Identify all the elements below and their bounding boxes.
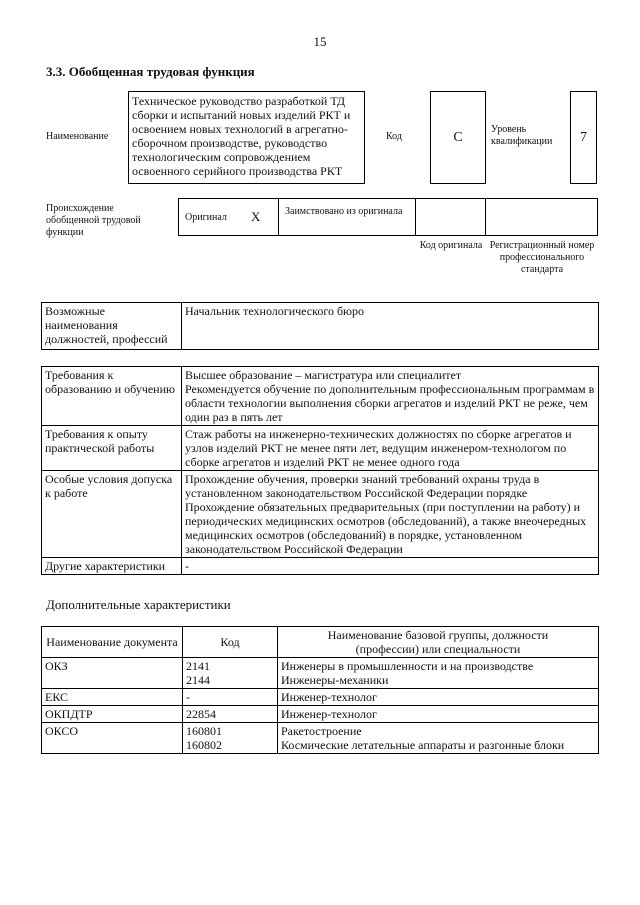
origin-divider: [415, 198, 416, 236]
requirement-label: Требования к образованию и обучению: [42, 367, 182, 426]
name-line: Космические летательные аппараты и разгонные блоки: [281, 738, 565, 752]
origin-divider: [485, 198, 486, 236]
requirement-line: Прохождение обучения, проверки знаний требований охраны труда в установленном законодательством Российской Федерации порядке: [185, 472, 540, 500]
code-line: 2141: [186, 659, 210, 673]
original-mark: X: [251, 209, 261, 224]
requirement-row: [42, 426, 599, 471]
requirement-value: [182, 426, 599, 471]
positions-table: [41, 302, 599, 350]
origin-divider: [278, 198, 279, 236]
requirement-label: Требования к опыту практической работы: [42, 426, 182, 471]
function-name-value: Техническое руководство разработкой ТД сборки и испытаний новых изделий РКТ и освоением новых технологий в агрегатно-сборочном производстве, руководство технологическим сопровождением освоенного серийного производства РКТ: [132, 94, 351, 178]
name-cell: Инженер-технолог: [278, 706, 599, 723]
level-label: Уровень квалификации: [491, 124, 553, 147]
name-cell: [278, 658, 599, 689]
requirement-line: Высшее образование – магистратура или специалитет: [185, 368, 462, 382]
requirement-value: [182, 367, 599, 426]
col-name-header: Наименование базовой группы, должности (профессии) или специальности: [278, 627, 599, 658]
name-cell: Инженер-технолог: [278, 689, 599, 706]
additional-table: [41, 626, 599, 754]
name-cell: [278, 723, 599, 754]
requirement-line: -: [185, 559, 189, 573]
requirement-row: [42, 558, 599, 575]
table-row: [42, 658, 599, 689]
doc-cell: ОКСО: [42, 723, 183, 754]
col-code-header: Код: [183, 627, 278, 658]
level-value: 7: [580, 130, 587, 145]
code-cell: [183, 723, 278, 754]
page-number: 15: [313, 34, 327, 49]
table-row: [42, 706, 599, 723]
level-box: [570, 91, 597, 184]
doc-cell: ЕКС: [42, 689, 183, 706]
code-original-caption: Код оригинала: [419, 240, 483, 251]
name-label: Наименование: [46, 131, 109, 142]
table-row: [42, 723, 599, 754]
requirements-table: [41, 366, 599, 575]
doc-cell: ОКПДТР: [42, 706, 183, 723]
section-title: 3.3. Обобщенная трудовая функция: [46, 64, 255, 79]
col-doc-header: Наименование документа: [42, 627, 183, 658]
requirement-label: Другие характеристики: [42, 558, 182, 575]
additional-heading: Дополнительные характеристики: [46, 597, 231, 612]
positions-value: Начальник технологического бюро: [182, 303, 599, 350]
borrowed-label: Заимствовано из оригинала: [285, 206, 403, 217]
requirement-line: Рекомендуется обучение по дополнительным профессиональным программам в области технологии выполнения сборки агрегатов и изделий РКТ не реже, чем один раз в пять лет: [185, 382, 595, 424]
origin-label: Происхождение обобщенной трудовой функции: [46, 203, 141, 238]
requirement-label: Особые условия допуска к работе: [42, 471, 182, 558]
positions-label: Возможные наименования должностей, профессий: [42, 303, 182, 350]
code-label: Код: [386, 131, 402, 142]
requirement-value: [182, 558, 599, 575]
requirement-line: Прохождение обязательных предварительных (при поступлении на работу) и периодических медицинских осмотров (обследований), а также внеочередных медицинских осмотров (обследований) в порядке, установленном законодательством Российской Федерации: [185, 500, 587, 556]
table-row: [42, 689, 599, 706]
table-header-row: [42, 627, 599, 658]
code-cell: -: [183, 689, 278, 706]
name-line: Ракетостроение: [281, 724, 362, 738]
requirement-line: Стаж работы на инженерно-технических должностях по сборке агрегатов и узлов изделий РКТ не менее пяти лет, ведущим инженером-технологом по сборке агрегатов и изделий РКТ не менее одного года: [185, 427, 572, 469]
doc-cell: ОКЗ: [42, 658, 183, 689]
name-line: Инженеры в промышленности и на производстве: [281, 659, 534, 673]
reg-number-caption: Регистрационный номер профессионального стандарта: [489, 240, 595, 275]
name-line: Инженеры-механики: [281, 673, 389, 687]
code-box: [430, 91, 486, 184]
code-cell: [183, 658, 278, 689]
function-name-box: [128, 91, 365, 184]
requirement-value: [182, 471, 599, 558]
code-line: 160802: [186, 738, 222, 752]
code-value: C: [453, 130, 463, 145]
code-line: 2144: [186, 673, 210, 687]
original-label: Оригинал: [185, 212, 227, 223]
requirement-row: [42, 471, 599, 558]
requirement-row: [42, 367, 599, 426]
code-line: 160801: [186, 724, 222, 738]
code-cell: 22854: [183, 706, 278, 723]
